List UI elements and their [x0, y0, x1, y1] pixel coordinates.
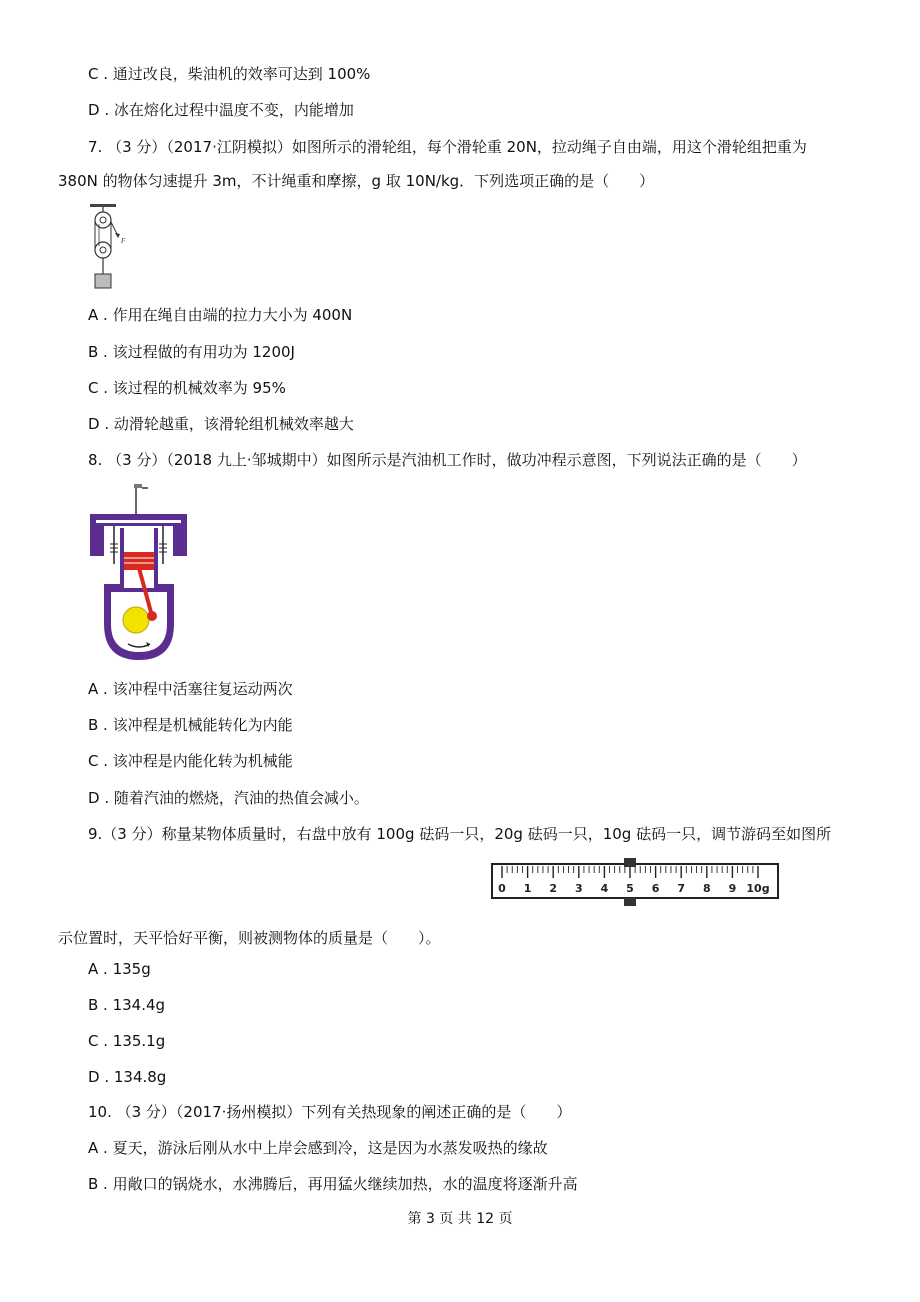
- rider-top: [624, 858, 636, 867]
- weight-block: [95, 274, 111, 288]
- q10-stem-line1: 10. （3 分）（2017·扬州模拟）下列有关热现象的阐述正确的是（ ）: [88, 1103, 572, 1121]
- q7-option-d: D . 动滑轮越重，该滑轮组机械效率越大: [88, 415, 354, 433]
- q9-stem-line2: 示位置时，天平恰好平衡，则被测物体的质量是（ ）。: [58, 929, 441, 947]
- q7-option-b: B . 该过程做的有用功为 1200J: [88, 343, 295, 361]
- q8-stem-line1: 8. （3 分）（2018 九上·邹城期中）如图所示是汽油机工作时，做功冲程示意图，下列说法正确的是（ ）: [88, 451, 807, 469]
- ruler-tick-label: 4: [600, 882, 609, 895]
- rider-bottom: [624, 898, 636, 906]
- q8-option-d: D . 随着汽油的燃烧，汽油的热值会减小。: [88, 789, 369, 807]
- q7-stem-line2: 380N 的物体匀速提升 3m，不计绳重和摩擦，g 取 10N/kg．下列选项正确的是（ ）: [58, 172, 655, 190]
- movable-pulley: [95, 242, 111, 258]
- flywheel: [123, 607, 149, 633]
- q6-option-d: D . 冰在熔化过程中温度不变，内能增加: [88, 101, 354, 119]
- page-footer: 第 3 页 共 12 页: [407, 1211, 513, 1227]
- q7-option-c: C . 该过程的机械效率为 95%: [88, 379, 286, 397]
- ruler-tick-label: 0: [498, 882, 506, 895]
- force-label: F: [121, 237, 126, 245]
- q8-option-b: B . 该冲程是机械能转化为内能: [88, 716, 293, 734]
- q9-option-d: D . 134.8g: [88, 1068, 167, 1086]
- q9-option-a: A . 135g: [88, 960, 151, 978]
- ruler-tick-label: 8: [702, 882, 711, 895]
- ruler-tick-label: 9: [728, 882, 737, 895]
- q8-option-c: C . 该冲程是内能化转为机械能: [88, 752, 293, 770]
- ruler-tick-label: 1: [523, 882, 532, 895]
- pulley-system-figure: [84, 202, 134, 292]
- ruler-tick-label: 5: [626, 882, 634, 895]
- q10-option-b: B . 用敞口的锅烧水，水沸腾后，再用猛火继续加热，水的温度将逐渐升高: [88, 1175, 578, 1193]
- q8-option-a: A . 该冲程中活塞往复运动两次: [88, 680, 293, 698]
- q7-stem-line1: 7. （3 分）（2017·江阴模拟）如图所示的滑轮组，每个滑轮重 20N，拉动绳子自由端，用这个滑轮组把重为: [88, 138, 807, 156]
- ruler-tick-label: 2: [549, 882, 558, 895]
- q7-option-a: A . 作用在绳自由端的拉力大小为 400N: [88, 306, 353, 324]
- q6-option-c: C . 通过改良，柴油机的效率可达到 100%: [88, 65, 371, 83]
- ruler-tick-label: 6: [651, 882, 660, 895]
- ruler-tick-label: 10g: [746, 882, 770, 895]
- q9-option-b: B . 134.4g: [88, 996, 166, 1014]
- fixed-pulley: [95, 212, 111, 228]
- ruler-tick-label: 7: [677, 882, 686, 895]
- q10-option-a: A . 夏天，游泳后刚从水中上岸会感到冷，这是因为水蒸发吸热的缘故: [88, 1139, 548, 1157]
- q9-option-c: C . 135.1g: [88, 1032, 166, 1050]
- engine-power-stroke-figure: [86, 484, 191, 664]
- ceiling-mount: [90, 204, 116, 207]
- piston: [124, 552, 154, 570]
- ruler-tick-label: 3: [574, 882, 583, 895]
- balance-rider-ruler-figure: [490, 856, 782, 908]
- q9-stem-line1: 9.（3 分）称量某物体质量时，右盘中放有 100g 砝码一只，20g 砝码一只，10g 砝码一只，调节游码至如图所: [88, 825, 832, 843]
